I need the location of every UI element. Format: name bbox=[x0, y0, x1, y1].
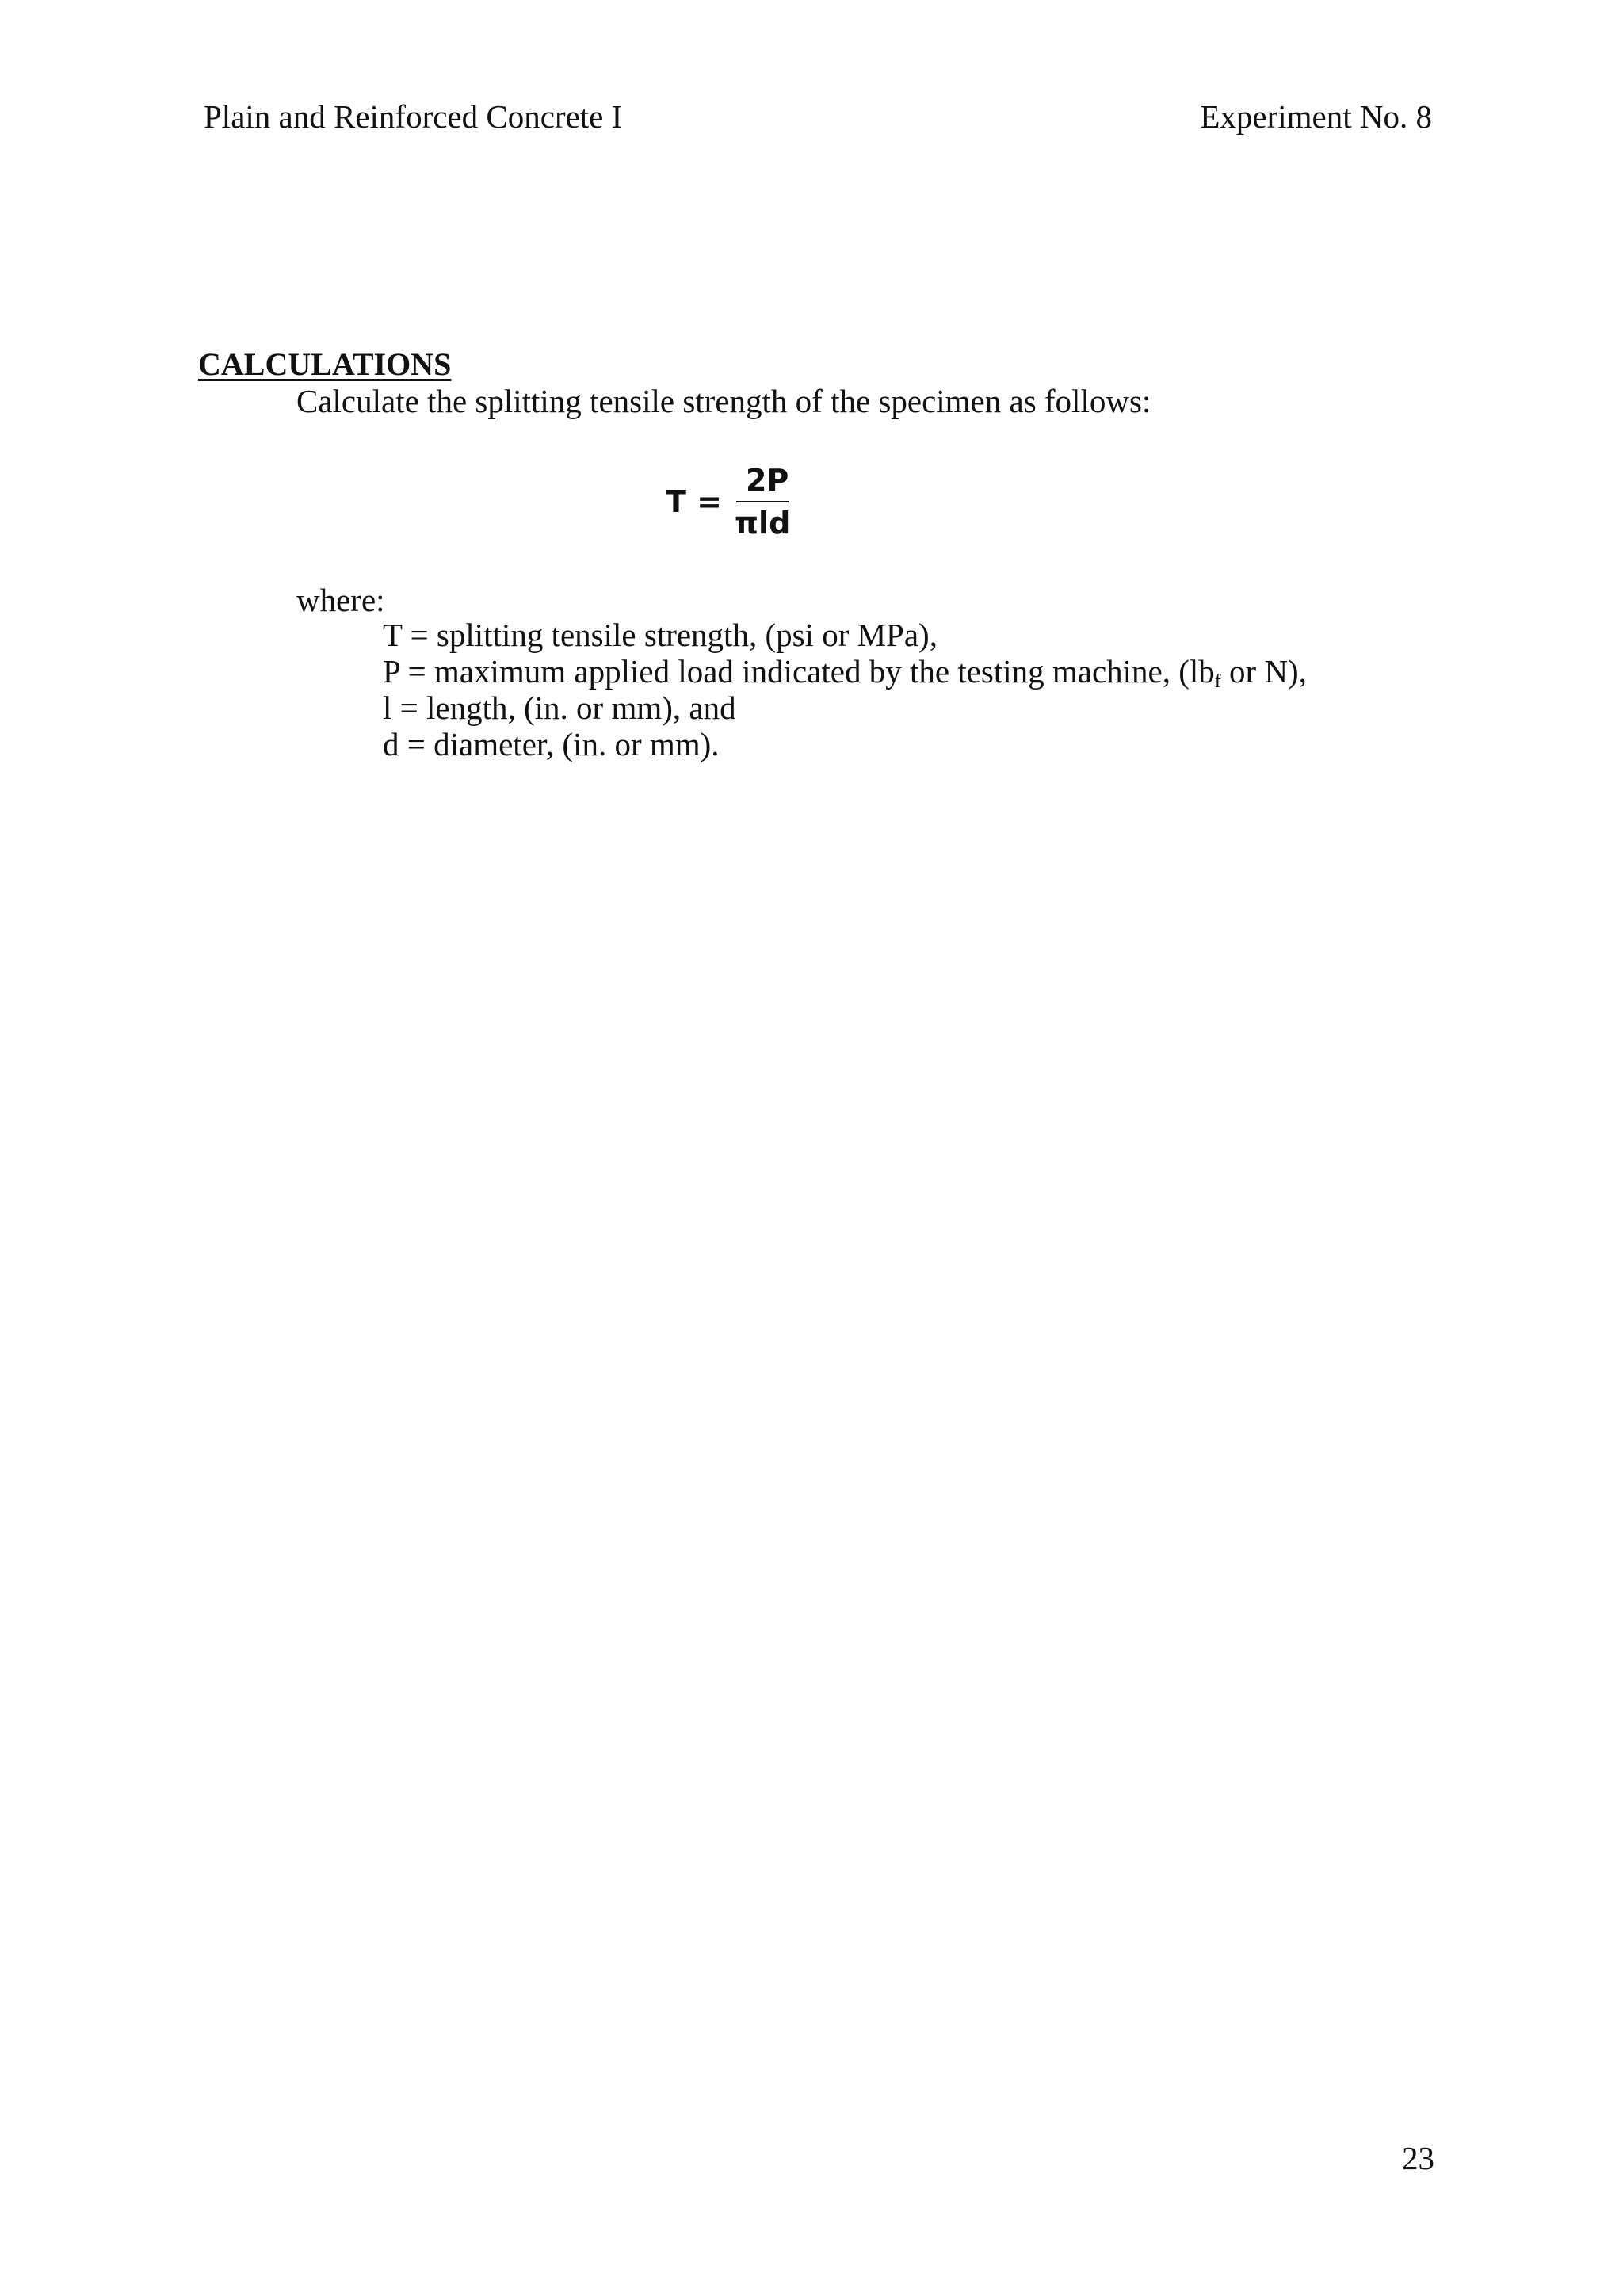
definition-t: T = splitting tensile strength, (psi or MPa), bbox=[383, 617, 938, 653]
where-label: where: bbox=[296, 582, 385, 618]
formula-denominator: πld bbox=[735, 506, 791, 541]
page-number: 23 bbox=[1402, 2140, 1434, 2176]
definition-p-subscript: f bbox=[1214, 671, 1221, 692]
formula-numerator: 2P bbox=[746, 463, 789, 498]
formula-fraction bbox=[731, 463, 793, 541]
definition-d: d = diameter, (in. or mm). bbox=[383, 726, 720, 762]
definition-p bbox=[383, 653, 1307, 690]
section-title-calculations: CALCULATIONS bbox=[198, 346, 452, 382]
variable-definitions bbox=[383, 617, 1307, 762]
calculations-intro: Calculate the splitting tensile strength of the specimen as follows: bbox=[296, 383, 1151, 419]
header-course-title: Plain and Reinforced Concrete I bbox=[204, 98, 623, 135]
header-experiment-number: Experiment No. 8 bbox=[1200, 98, 1432, 135]
definition-l: l = length, (in. or mm), and bbox=[383, 690, 736, 726]
splitting-tensile-formula bbox=[666, 458, 793, 545]
definition-p-text: P = maximum applied load indicated by the testing machine, (lb bbox=[383, 653, 1215, 690]
definition-p-text-end: or N), bbox=[1220, 653, 1307, 690]
formula-lhs: T = bbox=[666, 484, 722, 519]
